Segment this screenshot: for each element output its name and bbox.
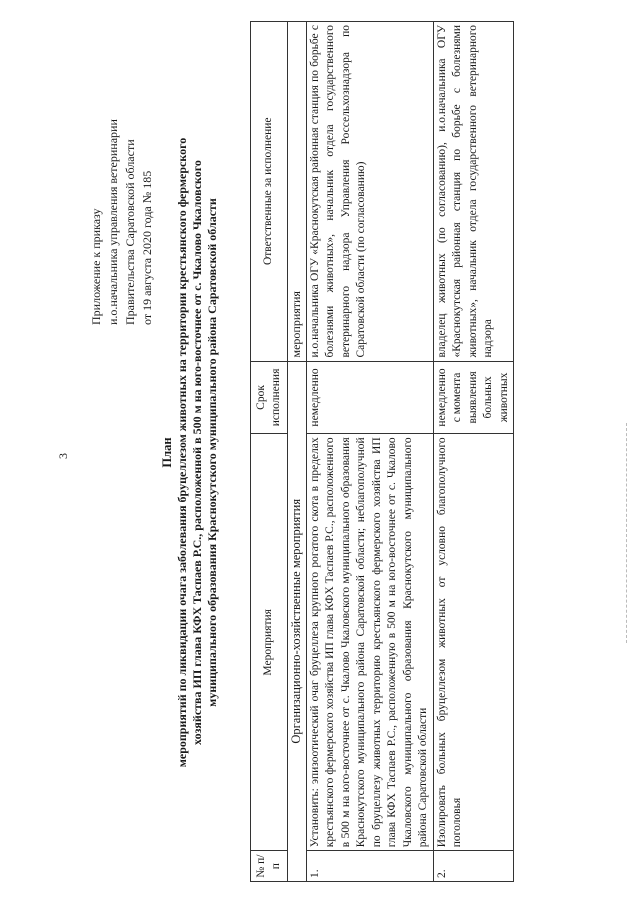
row-term: немедленно — [306, 361, 433, 434]
header-responsible: Ответственные за исполнение — [251, 22, 288, 362]
row-measure: Изолировать больных бруцеллезом животных от условно благополучного поголовья — [433, 434, 514, 851]
approval-line: от 19 августа 2020 года № 185 — [140, 170, 154, 325]
row-responsible: и.о.начальника ОГУ «Краснокутская районная станция по борьбе с болезнями животных», начальник отдела государственного ветеринарного надзора Управления Россельхознадзора по Саратовской области (по согласованию) — [306, 22, 433, 362]
heading-line: муниципального образования Краснокутского муниципального района Саратовской области — [205, 198, 219, 707]
row-term: немедленно с момента выявления больных животных — [433, 361, 514, 434]
header-term: Срок исполнения — [251, 361, 288, 434]
row-measure: Установить: эпизоотический очаг бруцеллеза крупного рогатого скота в пределах крестьянского фермерского хозяйства ИП глава КФХ Таспаев Р.С., расположенного в 500 м на юго-восточнее от с. Чкалово Чкаловского муниципального образования Краснокутского муниципального района Саратовской области; неблагополучной по бруцеллезу животных территорию крестьянского фермерского хозяйства ИП глава КФХ Таспаев Р.С., расположенную в 500 м на юго-восточнее от с. Чкалово Чкаловского муниципального образования Краснокутского муниципального района Саратовской области — [306, 434, 433, 851]
row-number: 1. — [306, 851, 433, 882]
heading-line: хозяйства ИП глава КФХ Таспаев Р.С., расположенной в 500 м на юго-восточнее от с. Чкалово Чкаловского — [190, 160, 204, 745]
approval-block — [88, 119, 156, 325]
approval-line: Приложение к приказу — [89, 208, 103, 325]
row-responsible: владелец животных (по согласованию), и.о.начальника ОГУ «Краснокутская районная станция по борьбе с болезнями животных», начальник отдела государственного ветеринарного надзора — [433, 22, 514, 362]
row-number: 2. — [433, 851, 514, 882]
scan-artifact-line — [626, 423, 628, 643]
document-heading — [160, 0, 220, 905]
approval-line: и.о.начальника управления ветеринарии — [106, 119, 120, 325]
table-row — [306, 22, 433, 882]
document-title: План — [160, 437, 174, 468]
section-row — [288, 22, 307, 882]
header-measures: Мероприятия — [251, 434, 288, 851]
header-num: № п/п — [251, 851, 288, 882]
section-title-continued: мероприятия — [288, 22, 307, 362]
page-number: 3 — [56, 453, 70, 459]
section-title: Организационно-хозяйственные мероприятия — [288, 361, 307, 881]
plan-table — [250, 21, 514, 882]
table-row — [433, 22, 514, 882]
table-header-row — [251, 22, 288, 882]
heading-line: мероприятий по ликвидации очага заболевания бруцеллезом животных на территории крестьянского фермерского — [175, 137, 189, 768]
approval-line: Правительства Саратовской области — [123, 139, 137, 325]
